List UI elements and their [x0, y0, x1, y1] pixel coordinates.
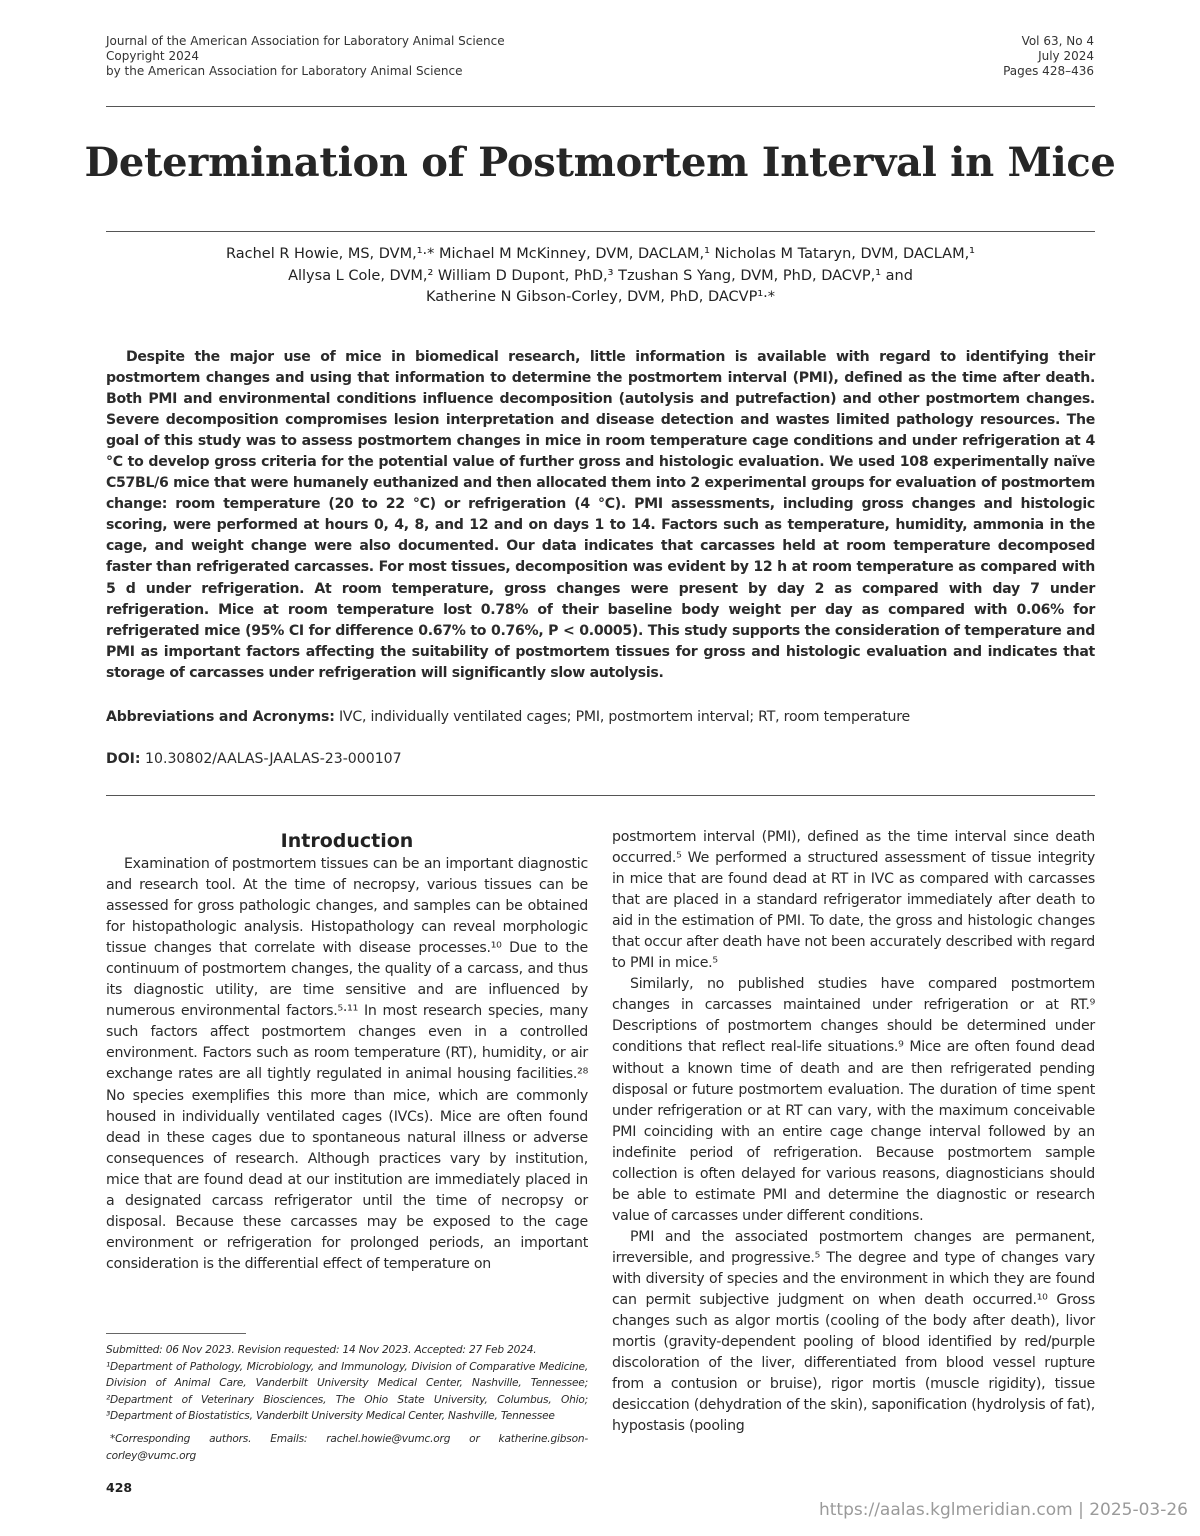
abbreviations-text: IVC, individually ventilated cages; PMI, postmortem interval; RT, room temperature [334, 709, 911, 725]
abbreviations-label: Abbreviations and Acronyms: [106, 709, 335, 725]
abstract-divider [106, 795, 1095, 796]
body-paragraph: Examination of postmortem tissues can be an important diagnostic and research tool. At the time of necropsy, various tissues can be assessed for gross pathologic changes, and samples can be obtained for histopathologic analysis. Histopathology can reveal morphologic tissue changes that correlate with disease processes.¹⁰ Due to the continuum of postmortem changes, the quality of a carcass, and thus its diagnostic utility, are time sensitive and are influenced by numerous environmental factors.⁵·¹¹ In most research species, many such factors affect postmortem changes even in a controlled environment. Factors such as room temperature (RT), humidity, or air exchange rates are all tightly regulated in animal housing facilities.²⁸ No species exemplifies this more than mice, which are commonly housed in individually ventilated cages (IVCs). Mice are often found dead in these cages due to spontaneous natural illness or adverse consequences of research. Although practices vary by institution, mice that are found dead at our institution are immediately placed in a designated carcass refrigerator until the time of necropsy or disposal. Because these carcasses may be exposed to the cage environment or refrigeration for prolonged periods, an important consideration is the differential effect of temperature on [106, 856, 588, 1272]
body-paragraph: postmortem interval (PMI), defined as the time interval since death occurred.⁵ We performed a structured assessment of tissue integrity in mice that are found dead at RT in IVC as compared with carcasses that are placed in a standard refrigerator immediately after death to aid in the estimation of PMI. To date, the gross and histologic changes that occur after death have not been accurately described with regard to PMI in mice.⁵ [612, 829, 1095, 972]
volume-number: Vol 63, No 4 [1021, 34, 1094, 48]
page-number: 428 [106, 1480, 133, 1495]
doi-label: DOI: [106, 751, 141, 767]
journal-name: Journal of the American Association for Laboratory Animal Science [106, 34, 505, 48]
issue-date: July 2024 [1038, 49, 1094, 63]
author-line-2: Allysa L Cole, DVM,² William D Dupont, PhD,³ Tzushan S Yang, DVM, PhD, DACVP,¹ and [288, 267, 913, 284]
body-column-right [612, 827, 1095, 1437]
corresponding-authors: *Corresponding authors. Emails: rachel.howie@vumc.org or katherine.gibson-corley@vumc.org [106, 1432, 588, 1462]
footnote-divider [106, 1333, 246, 1334]
body-paragraph: PMI and the associated postmortem changes are permanent, irreversible, and progressive.⁵ The degree and type of changes vary with diversity of species and the environment in which they are found can permit subjective judgment on when death occurred.¹⁰ Gross changes such as algor mortis (cooling of the body after death), livor mortis (gravity-dependent pooling of blood identified by red/purple discoloration of the liver, differentiated from blood vessel rupture from a contusion or bruise), rigor mortis (muscle rigidity), tissue desiccation (dehydration of the skin), saponification (hydrolysis of fat), hypostasis (pooling [612, 1228, 1095, 1435]
journal-header [106, 34, 505, 79]
doi [106, 749, 1095, 770]
publisher-line: by the American Association for Laboratory Animal Science [106, 64, 463, 78]
download-watermark: https://aalas.kglmeridian.com | 2025-03-26 [818, 1500, 1188, 1520]
author-list [106, 244, 1095, 309]
body-column-left [106, 854, 588, 1275]
body-paragraph: Similarly, no published studies have compared postmortem changes in carcasses maintained under refrigeration or at RT.⁹ Descriptions of postmortem changes should be determined under conditions that reflect real-life situations.⁹ Mice are often found dead without a known time of death and are then refrigerated pending disposal or future postmortem evaluation. The duration of time spent under refrigeration or at RT can vary, with the maximum conceivable PMI coinciding with an entire cage change interval followed by an indefinite period of refrigeration. Because postmortem sample collection is often delayed for various reasons, diagnosticians should be able to estimate PMI and determine the diagnostic or research value of carcasses under different conditions. [612, 976, 1095, 1224]
copyright-line: Copyright 2024 [106, 49, 199, 63]
section-heading-introduction: Introduction [280, 830, 414, 852]
author-line-3: Katherine N Gibson-Corley, DVM, PhD, DACVP¹·* [425, 289, 776, 305]
footnotes [106, 1342, 588, 1464]
affiliations: ¹Department of Pathology, Microbiology, and Immunology, Division of Comparative Medicine, Division of Animal Care, Vanderbilt University Medical Center, Nashville, Tennessee; ²Department of Veterinary Biosciences, The Ohio State University, Columbus, Ohio; ³Department of Biostatistics, Vanderbilt University Medical Center, Nashville, Tennessee [106, 1360, 588, 1423]
issue-info [1003, 34, 1094, 79]
header-divider [106, 106, 1095, 107]
author-line-1: Rachel R Howie, MS, DVM,¹·* Michael M McKinney, DVM, DACLAM,¹ Nicholas M Tataryn, DVM, DACLAM,¹ [225, 246, 975, 262]
doi-link[interactable]: 10.30802/AALAS-JAALAS-23-000107 [140, 751, 402, 767]
page-range: Pages 428–436 [1003, 64, 1094, 78]
submission-dates: Submitted: 06 Nov 2023. Revision requested: 14 Nov 2023. Accepted: 27 Feb 2024. [106, 1344, 537, 1356]
abstract: Despite the major use of mice in biomedical research, little information is available with regard to identifying their postmortem changes and using that information to determine the postmortem interval (PMI), defined as the time after death. Both PMI and environmental conditions influence decomposition (autolysis and putrefaction) and other postmortem changes. Severe decomposition compromises lesion interpretation and disease detection and wastes limited pathology resources. The goal of this study was to assess postmortem changes in mice in room temperature cage conditions and under refrigeration at 4 °C to develop gross criteria for the potential value of further gross and histologic evaluation. We used 108 experimentally naïve C57BL/6 mice that were humanely euthanized and then allocated them into 2 experimental groups for evaluation of postmortem change: room temperature (20 to 22 °C) or refrigeration (4 °C). PMI assessments, including gross changes and histologic scoring, were performed at hours 0, 4, 8, and 12 and on days 1 to 14. Factors such as temperature, humidity, ammonia in the cage, and weight change were also documented. Our data indicates that carcasses held at room temperature decomposed faster than refrigerated carcasses. For most tissues, decomposition was evident by 12 h at room temperature as compared with 5 d under refrigeration. At room temperature, gross changes were present by day 2 as compared with day 7 under refrigeration. Mice at room temperature lost 0.78% of their baseline body weight per day as compared with 0.06% for refrigerated mice (95% CI for difference 0.67% to 0.76%, P < 0.0005). This study supports the consideration of temperature and PMI as important factors affecting the suitability of postmortem tissues for gross and histologic evaluation and indicates that storage of carcasses under refrigeration will significantly slow autolysis. [106, 349, 1096, 681]
title-divider [106, 231, 1095, 232]
abbreviations [106, 707, 1095, 728]
article-title: Determination of Postmortem Interval in Mice [84, 139, 1116, 186]
